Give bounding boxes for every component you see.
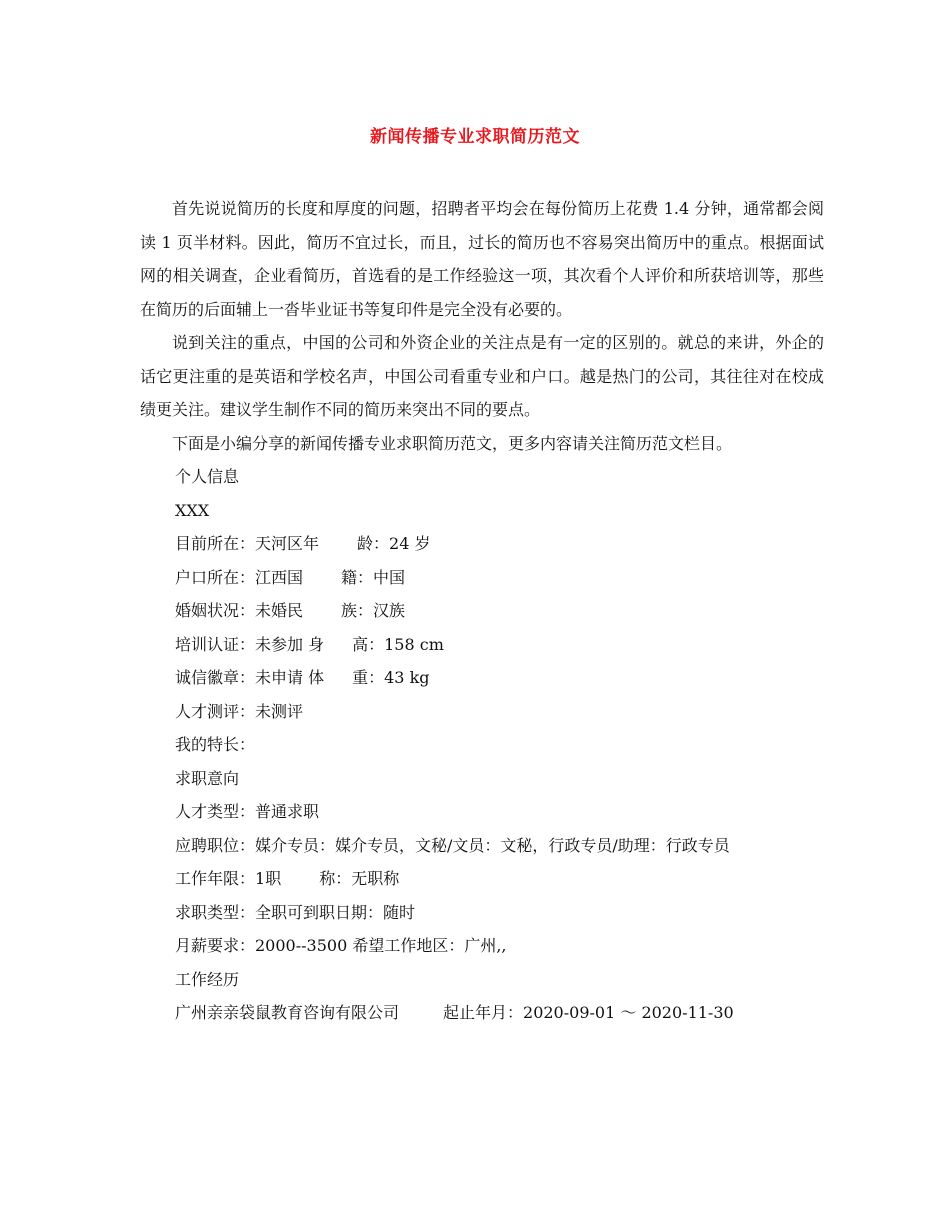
nation-label-b: 籍：中国: [341, 567, 406, 587]
hukou-nation-row: [140, 561, 824, 595]
location-text: 目前所在：天河区: [175, 534, 304, 553]
document-body: [140, 192, 824, 1030]
intro-paragraph-2: 说到关注的重点，中国的公司和外资企业的关注点是有一定的区别的。就总的来讲，外企的话它更注重的是英语和学校名声，中国公司看重专业和户口。越是热门的公司，其往往对在校成绩更关注。建议学生制作不同的简历来突出不同的要点。: [140, 333, 824, 419]
marital-ethnic-row: [140, 594, 824, 628]
positions-row: 应聘职位：媒介专员：媒介专员，文秘/文员：文秘，行政专员/助理：行政专员: [175, 835, 730, 855]
company-period-row: [140, 996, 824, 1030]
location-age-row: [140, 527, 824, 561]
badge-text: 诚信徽章：未申请: [175, 668, 304, 687]
title-label-a: 职: [265, 869, 282, 888]
salary-row: 月薪要求：2000--3500 希望工作地区：广州,,: [175, 936, 507, 955]
ethnic-label-b: 族：汉族: [341, 601, 406, 620]
specialty-row: 我的特长：: [175, 735, 256, 754]
height-label-b: 高：158 cm: [352, 634, 444, 654]
age-label-b: 龄：24 岁: [357, 534, 431, 553]
assessment-row: 人才测评：未测评: [175, 701, 304, 721]
weight-label-a: 体: [308, 668, 325, 687]
training-text: 培训认证：未参加: [175, 634, 304, 654]
years-text: 工作年限：1: [175, 869, 266, 888]
training-height-row: [140, 628, 824, 662]
ethnic-label-a: 民: [287, 601, 304, 620]
job-intent-heading: 求职意向: [175, 768, 240, 788]
personal-info-heading: 个人信息: [175, 467, 240, 486]
marital-text: 婚姻状况：未婚: [175, 601, 288, 620]
age-label-a: 年: [303, 534, 320, 553]
hukou-text: 户口所在：江西: [175, 567, 288, 587]
company-name: 广州亲亲袋鼠教育咨询有限公司: [175, 1003, 400, 1022]
talent-type-row: 人才类型：普通求职: [175, 802, 320, 821]
weight-label-b: 重：43 kg: [352, 668, 430, 687]
intro-paragraph-3: 下面是小编分享的新闻传播专业求职简历范文，更多内容请关注简历范文栏目。: [172, 433, 733, 453]
years-title-row: [140, 862, 824, 896]
intro-paragraph-1: 首先说说简历的长度和厚度的问题，招聘者平均会在每份简历上花费 1.4 分钟，通常都会阅读 1 页半材料。因此，简历不宜过长，而且，过长的简历也不容易突出简历中的重点。根据面试网的相关调查，企业看简历，首选看的是工作经验这一项，其次看个人评价和所获培训等，那些在简历的后面辅上一沓毕业证书等复印件是完全没有必要的。: [140, 199, 824, 319]
work-experience-heading: 工作经历: [175, 969, 240, 989]
nation-label-a: 国: [287, 567, 304, 587]
document-title: 新闻传播专业求职简历范文: [370, 127, 580, 147]
employment-period: 起止年月：2020-09-01 ～ 2020-11-30: [443, 1003, 734, 1022]
title-label-b: 称：无职称: [319, 869, 400, 888]
name-value: XXX: [175, 500, 210, 520]
badge-weight-row: [140, 661, 824, 695]
height-label-a: 身: [308, 634, 325, 654]
job-type-row: 求职类型：全职可到职日期：随时: [175, 902, 416, 922]
